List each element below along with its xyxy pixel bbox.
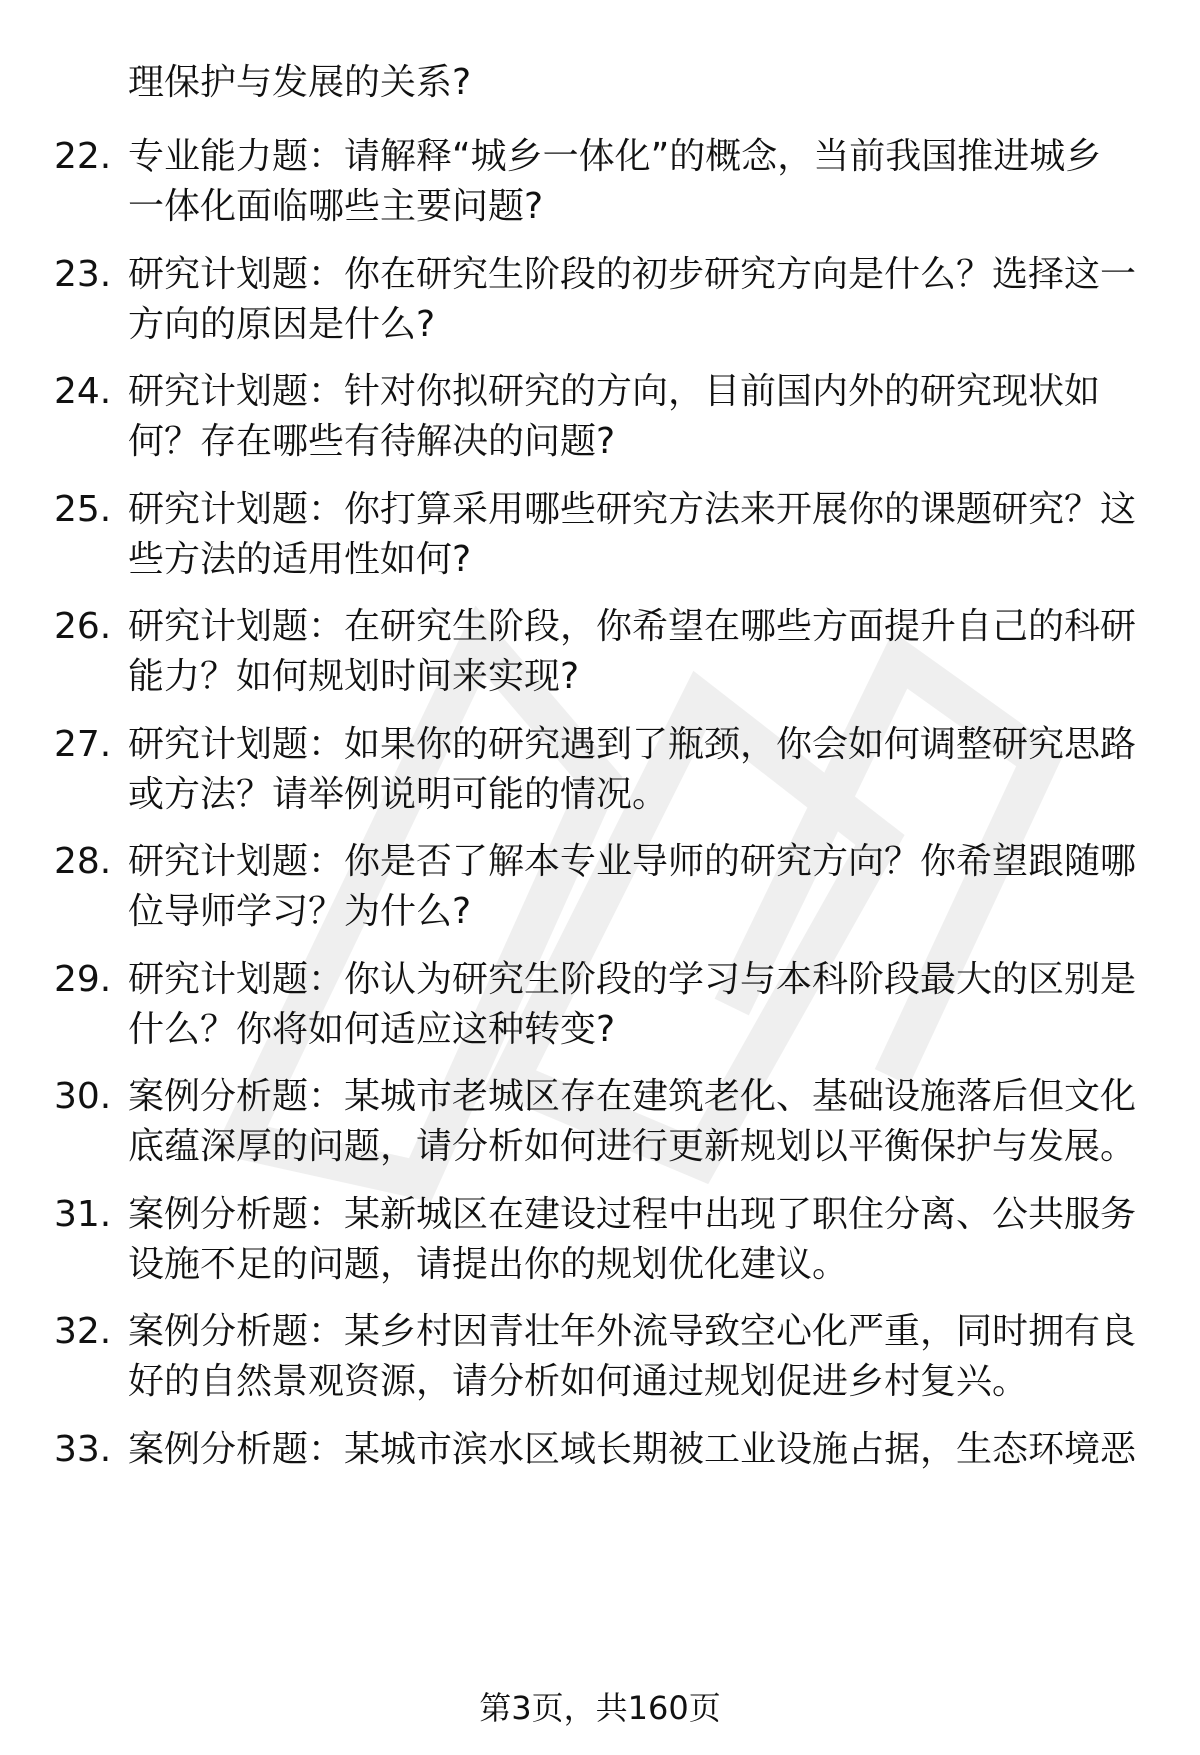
question-text-line: 研究计划题：你打算采用哪些研究方法来开展你的课题研究？这 (128, 489, 1137, 530)
question-text-line: 研究计划题：你认为研究生阶段的学习与本科阶段最大的区别是 (128, 959, 1137, 1000)
question-text-line: 案例分析题：某新城区在建设过程中出现了职住分离、公共服务 (128, 1194, 1137, 1235)
question-text (128, 132, 1148, 232)
question-text (128, 250, 1148, 350)
question-text-line: 案例分析题：某城市滨水区域长期被工业设施占据，生态环境恶 (128, 1429, 1137, 1470)
question-number: 26. (54, 606, 112, 647)
question-text (128, 1190, 1148, 1290)
question-number: 31. (54, 1194, 112, 1235)
question-text-line: 研究计划题：如果你的研究遇到了瓶颈，你会如何调整研究思路 (128, 724, 1137, 765)
question-text-line: 位导师学习？为什么? (128, 891, 472, 932)
question-text-line: 研究计划题：针对你拟研究的方向，目前国内外的研究现状如 (128, 371, 1101, 412)
question-text-line: 研究计划题：在研究生阶段，你希望在哪些方面提升自己的科研 (128, 606, 1137, 647)
question-text-line: 好的自然景观资源，请分析如何通过规划促进乡村复兴。 (128, 1361, 1029, 1402)
question-text-line: 底蕴深厚的问题，请分析如何进行更新规划以平衡保护与发展。 (128, 1126, 1137, 1167)
question-number: 29. (54, 959, 112, 1000)
question-text (128, 367, 1148, 467)
question-text-line: 一体化面临哪些主要问题? (128, 186, 544, 227)
question-text (128, 1425, 1148, 1475)
question-number: 33. (54, 1429, 112, 1470)
question-number: 28. (54, 841, 112, 882)
question-text (128, 955, 1148, 1055)
question-text-line: 设施不足的问题，请提出你的规划优化建议。 (128, 1244, 849, 1285)
question-text-line: 些方法的适用性如何? (128, 539, 472, 580)
continuation-line: 理保护与发展的关系? (128, 62, 472, 103)
question-text (128, 485, 1148, 585)
question-text-line: 案例分析题：某城市老城区存在建筑老化、基础设施落后但文化 (128, 1076, 1137, 1117)
question-text (128, 837, 1148, 937)
question-text (128, 1307, 1148, 1407)
question-number: 25. (54, 489, 112, 530)
question-text-line: 或方法？请举例说明可能的情况。 (128, 774, 669, 815)
question-text-line: 何？存在哪些有待解决的问题? (128, 421, 616, 462)
question-text-line: 什么？你将如何适应这种转变? (128, 1009, 616, 1050)
question-number: 22. (54, 136, 112, 177)
question-text-line: 研究计划题：你在研究生阶段的初步研究方向是什么？选择这一 (128, 254, 1137, 295)
question-number: 23. (54, 254, 112, 295)
question-text (128, 602, 1148, 702)
question-text-line: 案例分析题：某乡村因青壮年外流导致空心化严重，同时拥有良 (128, 1311, 1137, 1352)
page-footer: 第3页，共160页 (479, 1689, 721, 1727)
question-text-line: 方向的原因是什么? (128, 304, 436, 345)
question-text-line: 能力？如何规划时间来实现? (128, 656, 580, 697)
question-text-line: 专业能力题：请解释“城乡一体化”的概念，当前我国推进城乡 (128, 136, 1102, 177)
question-text (128, 1072, 1148, 1172)
question-number: 30. (54, 1076, 112, 1117)
question-number: 27. (54, 724, 112, 765)
question-number: 32. (54, 1311, 112, 1352)
question-number: 24. (54, 371, 112, 412)
question-text-line: 研究计划题：你是否了解本专业导师的研究方向？你希望跟随哪 (128, 841, 1137, 882)
question-text (128, 720, 1148, 820)
